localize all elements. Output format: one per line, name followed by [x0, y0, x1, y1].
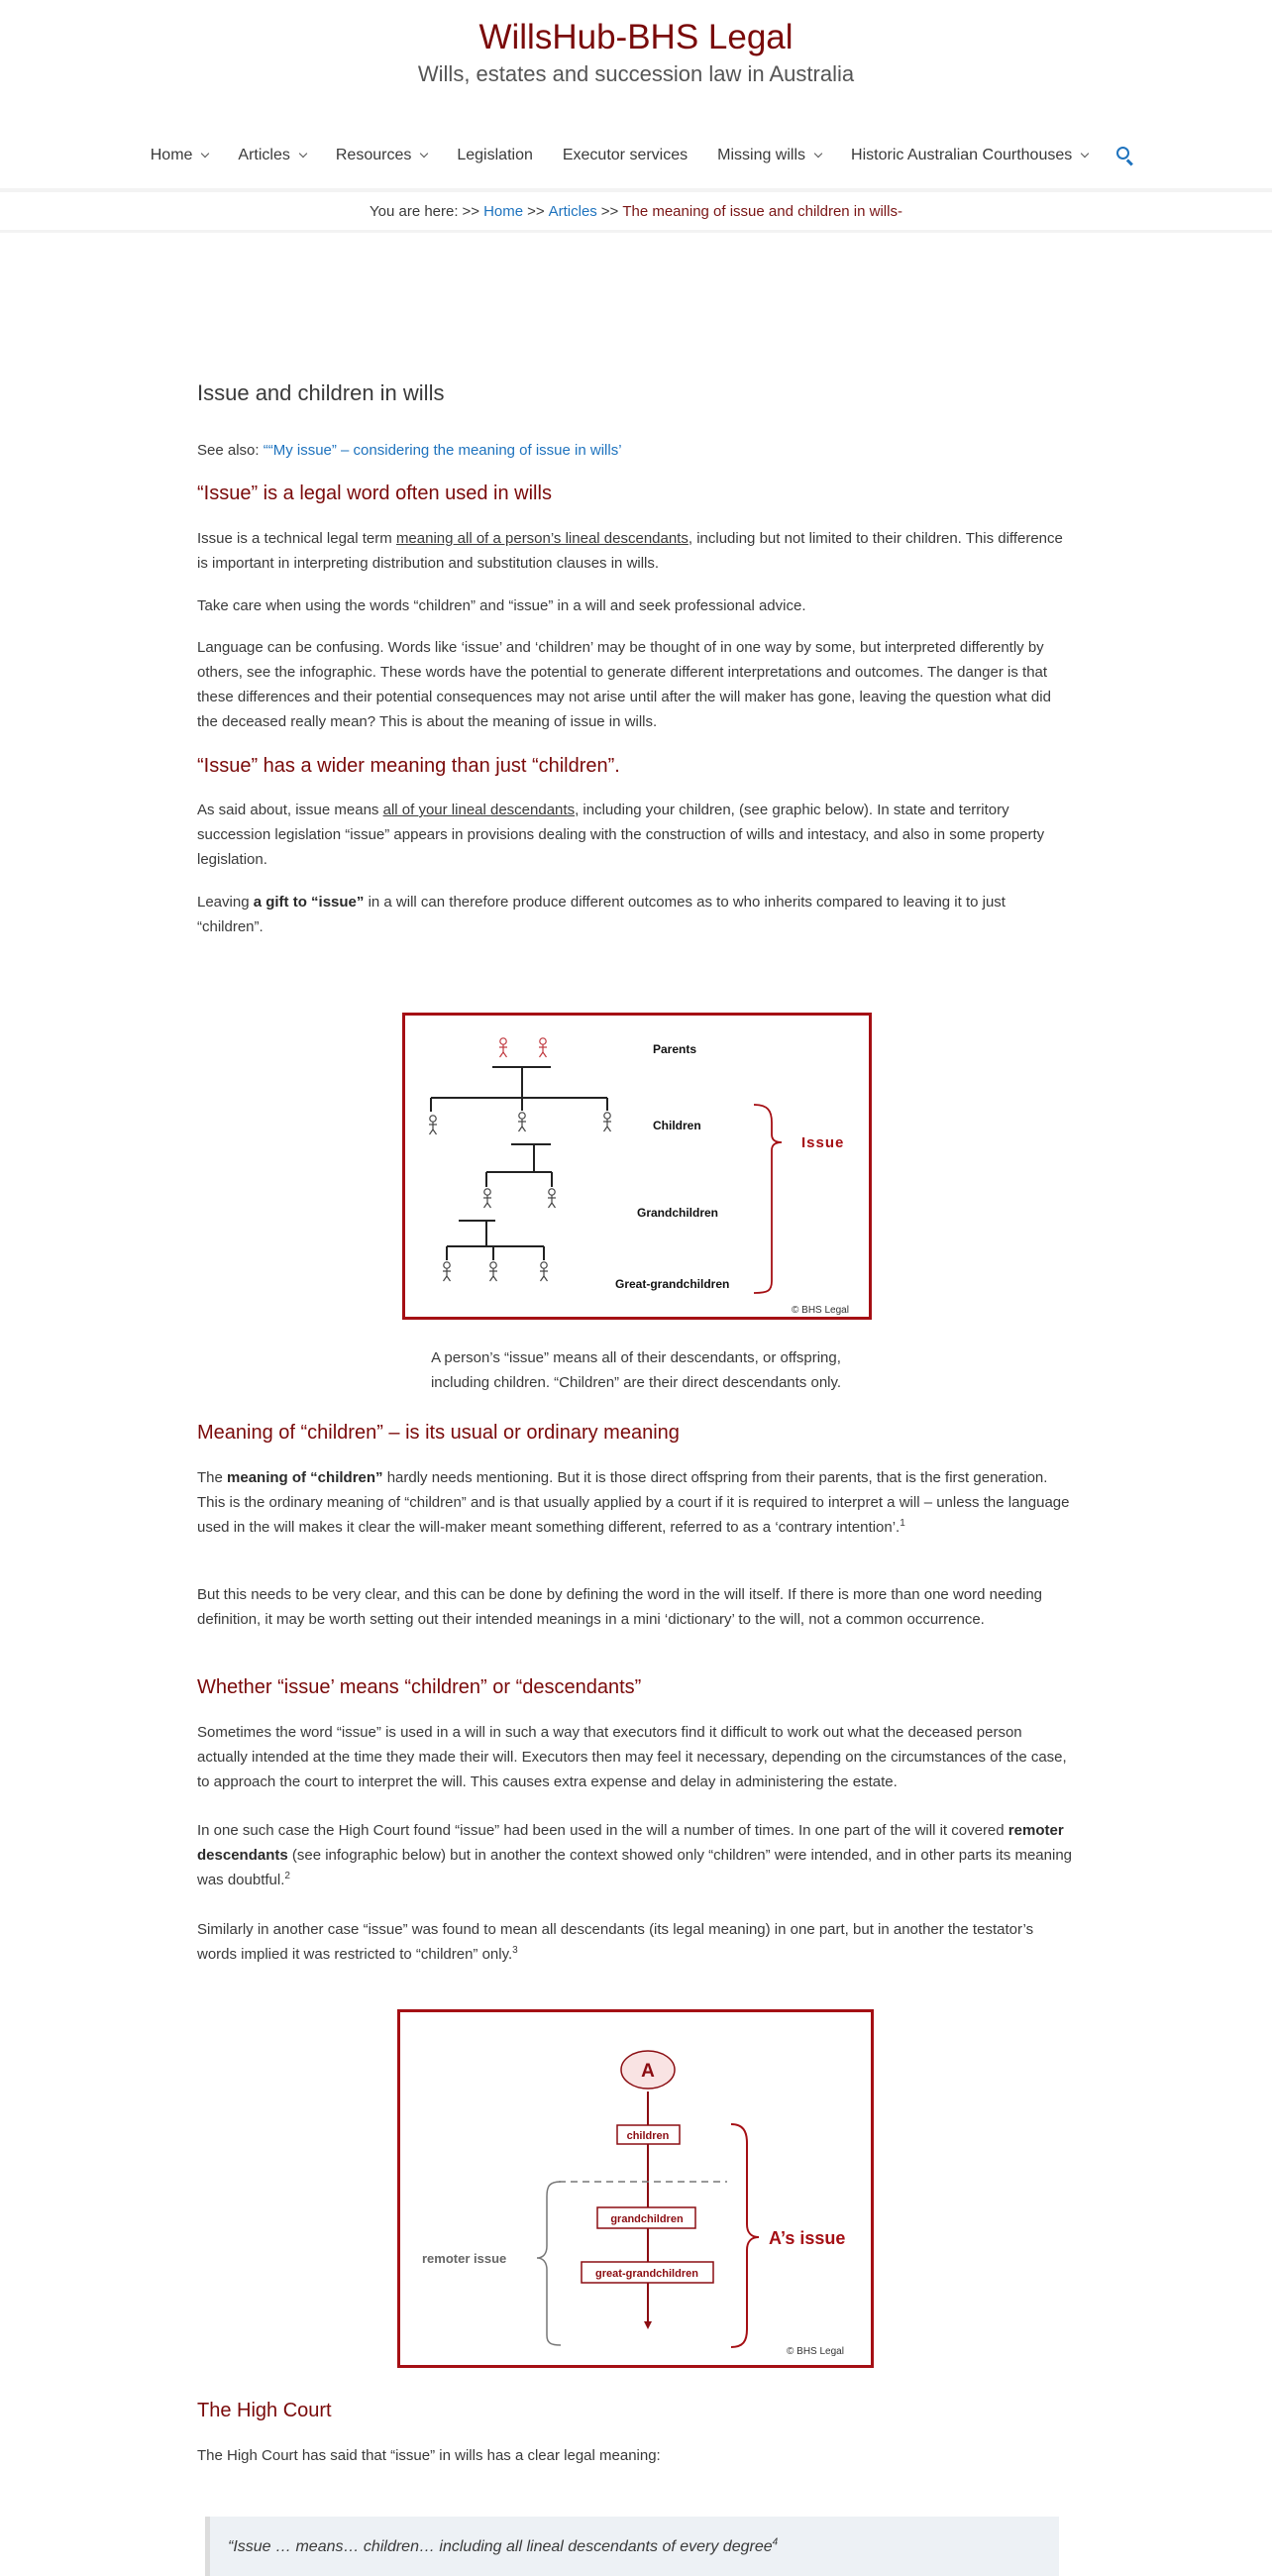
chevron-down-icon	[1081, 150, 1089, 158]
nav-item-resources[interactable]	[321, 147, 442, 164]
section-heading: The High Court	[197, 2400, 332, 2421]
brace-icon	[537, 2182, 561, 2345]
breadcrumb-articles-link[interactable]: Articles	[548, 202, 597, 220]
copyright: © BHS Legal	[787, 2346, 844, 2357]
footnote-ref[interactable]: 4	[772, 2536, 779, 2548]
label-issue: Issue	[801, 1134, 845, 1151]
section-heading: Meaning of “children” – is its usual or ordinary meaning	[197, 1422, 680, 1444]
brace-icon	[731, 2124, 759, 2347]
site-title[interactable]: WillsHub-BHS Legal	[478, 18, 794, 56]
as-issue-infographic	[397, 2009, 874, 2368]
breadcrumb-prefix: You are here:	[370, 202, 459, 220]
nav-item-home[interactable]	[136, 147, 224, 164]
figure-caption: A person’s “issue” means all of their descendants, or offspring, including children. “Children” are their direct descendants only.	[430, 1349, 842, 1391]
label-remoter-issue: remoter issue	[422, 2251, 507, 2266]
section-heading: “Issue” has a wider meaning than just “children”.	[197, 755, 620, 777]
nav-item-executor-services[interactable]	[548, 147, 702, 164]
breadcrumb-home-link[interactable]: Home	[483, 202, 524, 220]
chevron-down-icon	[420, 150, 428, 158]
paragraph: The High Court has said that “issue” in wills has a clear legal meaning:	[197, 2447, 661, 2464]
nav-label: Articles	[238, 147, 290, 163]
breadcrumb-separator: >>	[462, 202, 480, 220]
paragraph: As said about, issue means all of your lineal descendants, including your children, (see graphic below). In state and territory succession legislation “issue” appears in provisions dealing with the construction of wills and intestacy, and also in some property legislation.	[197, 802, 1045, 868]
label-grandchildren: Grandchildren	[637, 1206, 719, 1220]
nav-label: Resources	[335, 147, 412, 163]
node-a: A	[641, 2061, 655, 2082]
breadcrumb-current: The meaning of issue and children in wills-	[622, 202, 902, 220]
quote-text: “Issue … means… children… including all lineal descendants of every degree$^4$	[228, 2536, 779, 2555]
see-also: See also: ““My issue” – considering the meaning of issue in wills’	[197, 442, 622, 459]
family-tree-infographic	[402, 1013, 872, 1320]
nav-item-missing-wills[interactable]	[702, 147, 836, 164]
node-children: children	[626, 2130, 670, 2142]
paragraph: But this needs to be very clear, and this can be done by defining the word in the will itself. If there is more than one word needing definition, it may be worth setting out their intended meanings in a mini ‘dictionary’ to the will, not a common occurrence.	[197, 1586, 1043, 1628]
site-tagline: Wills, estates and succession law in Australia	[417, 61, 855, 86]
paragraph: Issue is a technical legal term meaning all of a person’s lineal descendants, including but not limited to their children. This difference is important in interpreting distribution and substitution clauses in wills.	[197, 530, 1063, 572]
main-nav	[0, 141, 1272, 170]
section-heading: “Issue” is a legal word often used in wills	[197, 483, 552, 504]
nav-item-articles[interactable]	[223, 147, 320, 164]
node-grandchildren: grandchildren	[610, 2213, 684, 2225]
paragraph: Take care when using the words “children” and “issue” in a will and seek professional advice.	[197, 597, 806, 614]
paragraph: Sometimes the word “issue” is used in a will in such a way that executors find it difficult to work out what the deceased person actually intended at the time they made their will. Executors then may feel it necessary, depending on the circumstances of the case, to approach the court to interpret the will. This causes extra expense and delay in administering the estate.	[197, 1724, 1067, 1790]
nav-label: Missing wills	[717, 147, 806, 163]
paragraph: In one such case the High Court found “issue” had been used in the will a number of times. In one part of the will it covered remoter descendants (see infographic below) but in another the context showed only “children” were intended, and in other parts its meaning was doubtful.$^2$	[197, 1822, 1072, 1888]
search-icon[interactable]	[1114, 145, 1136, 166]
label-children: Children	[653, 1119, 701, 1132]
as-issue-diagram	[400, 2012, 871, 2365]
paragraph: Leaving a gift to “issue” in a will can therefore produce different outcomes as to who inherits compared to leaving it to just “children”.	[197, 894, 1006, 935]
nav-label: Executor services	[562, 147, 689, 163]
breadcrumb-separator: >>	[600, 202, 619, 220]
paragraph: Similarly in another case “issue” was found to mean all descendants (its legal meaning) in one part, but in another the testator’s words implied it was restricted to “children” only.$^3$	[197, 1921, 1034, 1963]
label-great-grandchildren: Great-grandchildren	[615, 1277, 730, 1291]
breadcrumb	[0, 188, 1272, 233]
blockquote	[205, 2517, 1059, 2576]
nav-label: Home	[150, 147, 193, 163]
node-great-grandchildren: great-grandchildren	[595, 2268, 698, 2280]
paragraph: Language can be confusing. Words like ‘issue’ and ‘children’ may be thought of in one way by some, but interpreted differently by others, see the infographic. These words have the potential to generate different interpretations and outcomes. The danger is that these differences and their potential consequences may not arise until after the will maker has gone, leaving the question what did the deceased really mean? This is about the meaning of issue in wills.	[197, 639, 1051, 730]
see-also-link[interactable]: ““My issue” – considering the meaning of issue in wills’	[263, 442, 622, 459]
section-heading: Whether “issue’ means “children” or “descendants”	[197, 1676, 642, 1698]
chevron-down-icon	[201, 150, 209, 158]
footnote-ref[interactable]: 1	[900, 1518, 905, 1529]
breadcrumb-separator: >>	[527, 202, 545, 220]
page-title: Issue and children in wills	[197, 380, 445, 405]
footnote-ref[interactable]: 2	[284, 1871, 290, 1881]
nav-item-historic-courthouses[interactable]	[836, 147, 1103, 164]
copyright: © BHS Legal	[792, 1305, 849, 1316]
brace-icon	[754, 1105, 782, 1293]
site-header	[0, 0, 1272, 188]
nav-item-legislation[interactable]	[442, 147, 548, 164]
footnote-ref[interactable]: 3	[512, 1945, 518, 1956]
paragraph: The meaning of “children” hardly needs mentioning. But it is those direct offspring from their parents, that is the first generation. This is the ordinary meaning of “children” and is that usually applied by a court if it is required to interpret a will – unless the language used in the will makes it clear the will-maker meant something different, referred to as a ‘contrary intention’.$^1$	[197, 1469, 1070, 1536]
nav-label: Legislation	[457, 147, 533, 163]
chevron-down-icon	[299, 150, 307, 158]
chevron-down-icon	[814, 150, 822, 158]
nav-label: Historic Australian Courthouses	[851, 147, 1073, 163]
family-tree-diagram	[405, 1016, 869, 1317]
label-parents: Parents	[653, 1042, 697, 1056]
label-as-issue: A’s issue	[769, 2228, 846, 2248]
